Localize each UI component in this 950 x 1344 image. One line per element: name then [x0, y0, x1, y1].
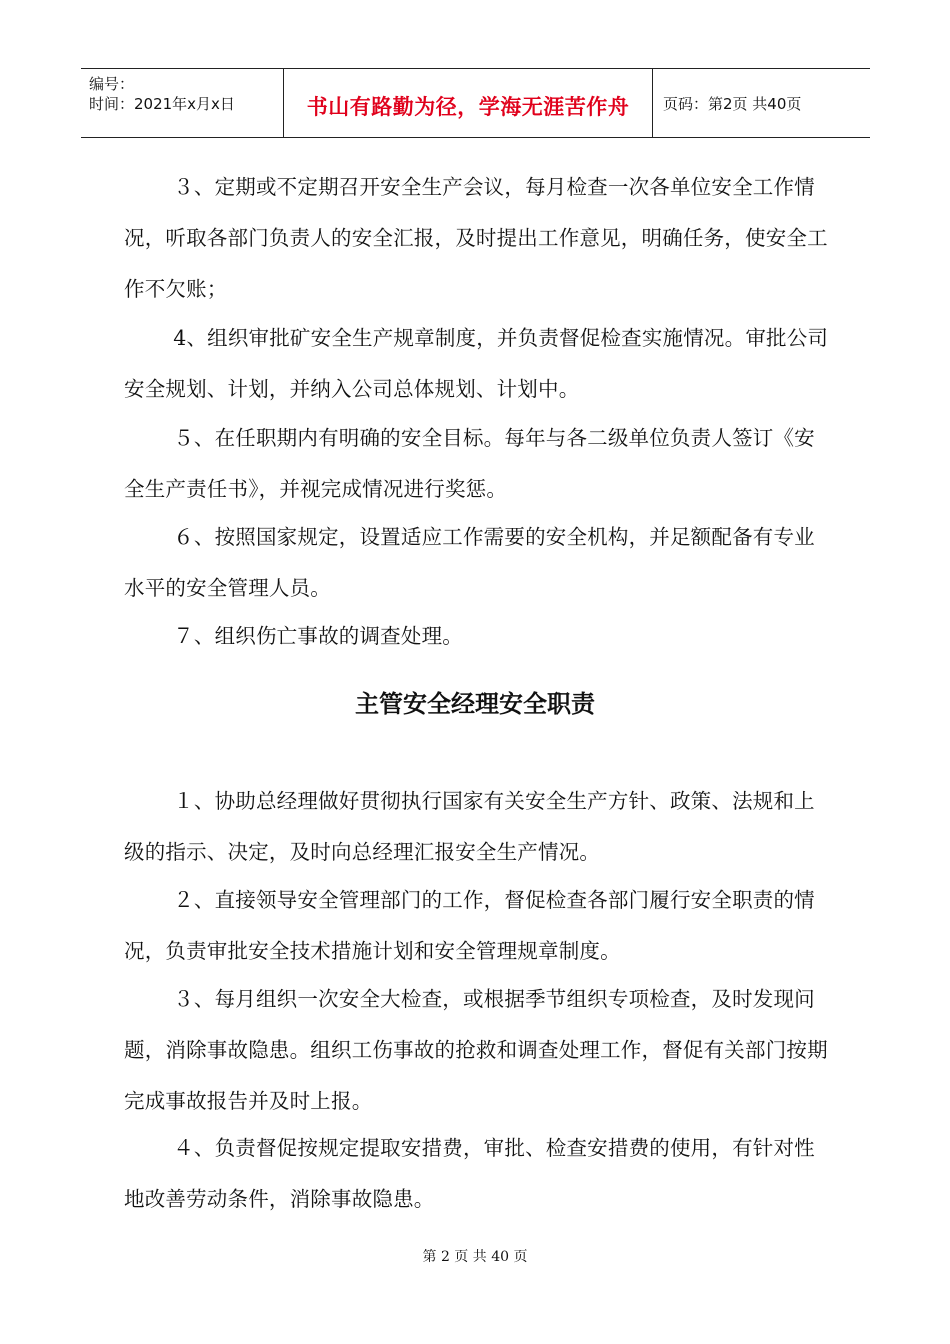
- header-page-info: 页码：第2页 共40页: [663, 95, 802, 113]
- paragraph: ２、直接领导安全管理部门的工作，督促检查各部门履行安全职责的情况，负责审批安全技术措施计划和安全管理规章制度。: [124, 888, 815, 963]
- paragraph: ５、在任职期内有明确的安全目标。每年与各二级单位负责人签订《安全生产责任书》，并视完成情况进行奖惩。: [124, 426, 815, 501]
- header-page-cell: [653, 69, 870, 137]
- paragraph: ３、每月组织一次安全大检查，或根据季节组织专项检查，及时发现问题，消除事故隐患。组织工伤事故的抢救和调查处理工作，督促有关部门按期完成事故报告并及时上报。: [124, 987, 828, 1113]
- header-motto: 书山有路勤为径，学海无涯苦作舟: [306, 95, 630, 119]
- paragraph: ７、组织伤亡事故的调查处理。: [173, 624, 463, 648]
- paragraph: 4、组织审批矿安全生产规章制度，并负责督促检查实施情况。审批公司安全规划、计划，并纳入公司总体规划、计划中。: [124, 326, 829, 401]
- paragraph: ４、负责督促按规定提取安措费，审批、检查安措费的使用，有针对性地改善劳动条件，消除事故隐患。: [124, 1136, 815, 1211]
- page-footer: 第 2 页 共 40 页: [422, 1249, 528, 1265]
- header-meta-cell: [81, 69, 281, 137]
- paragraph: １、协助总经理做好贯彻执行国家有关安全生产方针、政策、法规和上级的指示、决定，及时向总经理汇报安全生产情况。: [124, 789, 815, 864]
- page-header: [81, 68, 870, 138]
- document-date-label: 时间：2021年x月x日: [89, 95, 235, 113]
- section-title: 主管安全经理安全职责: [355, 690, 595, 718]
- paragraph: ６、按照国家规定，设置适应工作需要的安全机构，并足额配备有专业水平的安全管理人员。: [124, 525, 815, 600]
- paragraph: ３、定期或不定期召开安全生产会议，每月检查一次各单位安全工作情况，听取各部门负责人的安全汇报，及时提出工作意见，明确任务，使安全工作不欠账；: [124, 175, 828, 301]
- header-motto-cell: [283, 69, 653, 137]
- document-number-label: 编号：: [89, 75, 135, 93]
